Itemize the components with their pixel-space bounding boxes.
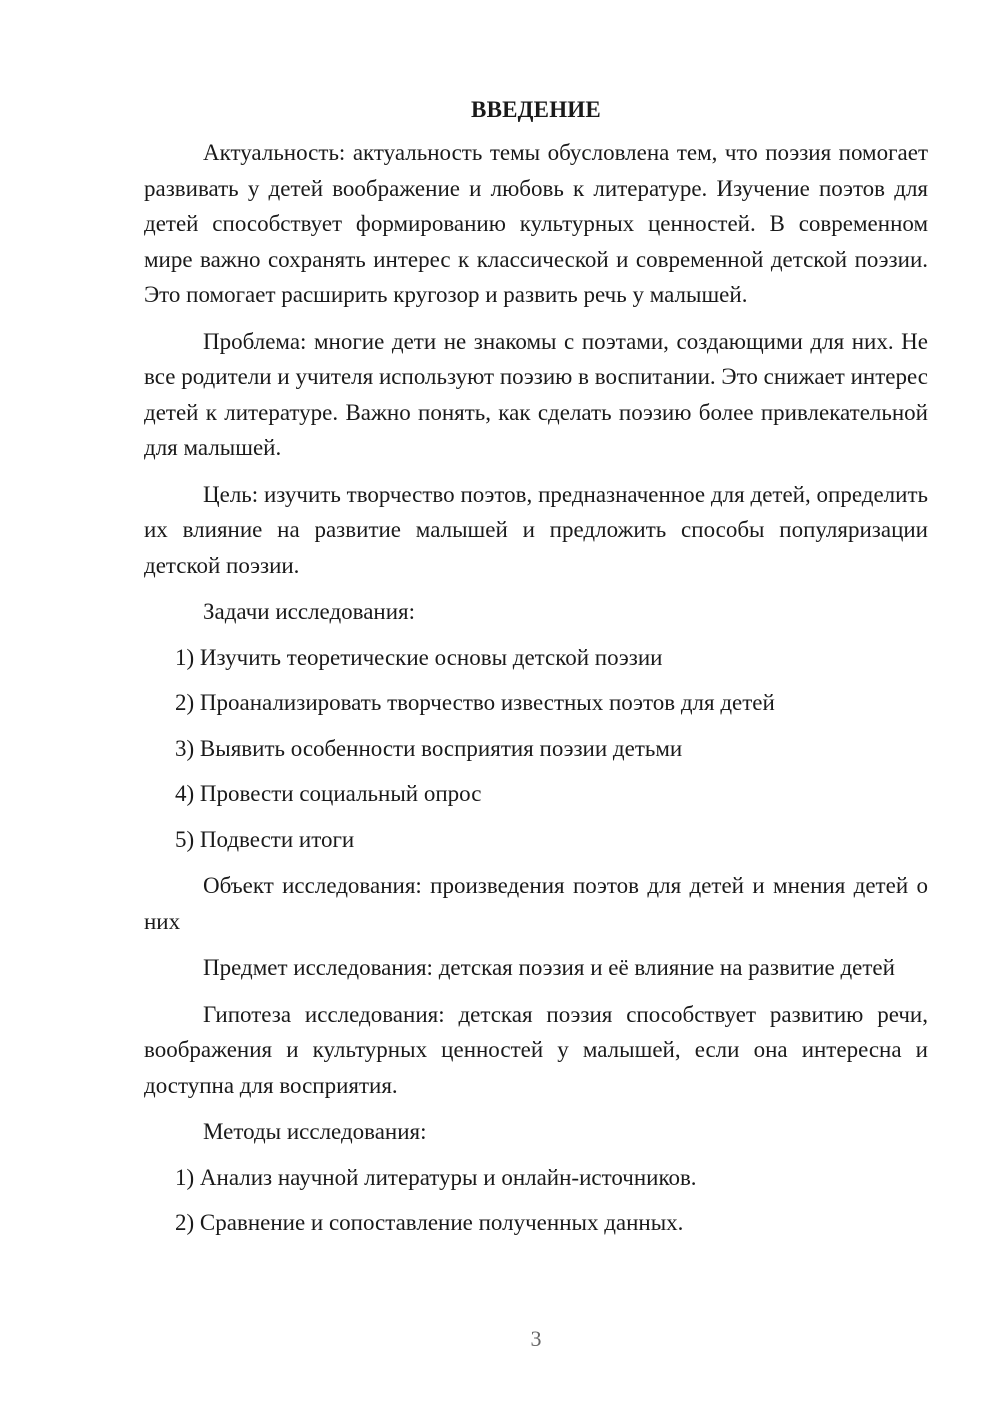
relevance-paragraph: Актуальность: актуальность темы обусловлена тем, что поэзия помогает развивать у детей воображение и любовь к литературе. Изучение поэтов для детей способствует формированию культурных ценностей. В современном мире важно сохранять интерес к классической и современной детской поэзии. Это помогает расширить кругозор и развить речь у малышей. [144, 140, 928, 307]
list-item: 3) Выявить особенности восприятия поэзии детьми [175, 735, 683, 761]
object-paragraph: Объект исследования: произведения поэтов для детей и мнения детей о них [144, 873, 928, 934]
list-item: 5) Подвести итоги [175, 826, 355, 852]
section-heading: ВВЕДЕНИЕ [471, 97, 601, 122]
methods-label: Методы исследования: [203, 1119, 427, 1144]
hypothesis-paragraph: Гипотеза исследования: детская поэзия способствует развитию речи, воображения и культурных ценностей у малышей, если она интересна и доступна для восприятия. [144, 1001, 928, 1098]
document-page [144, 92, 928, 1241]
list-item: 1) Изучить теоретические основы детской поэзии [175, 644, 663, 670]
tasks-list [144, 640, 928, 858]
list-item: 2) Проанализировать творчество известных поэтов для детей [175, 690, 775, 715]
goal-paragraph: Цель: изучить творчество поэтов, предназначенное для детей, определить их влияние на развитие малышей и предложить способы популяризации детской поэзии. [144, 481, 928, 578]
page-number: 3 [530, 1326, 542, 1351]
subject-paragraph: Предмет исследования: детская поэзия и её влияние на развитие детей [203, 955, 895, 980]
list-item: 2) Сравнение и сопоставление полученных данных. [175, 1210, 684, 1235]
list-item: 1) Анализ научной литературы и онлайн-источников. [175, 1164, 697, 1190]
problem-paragraph: Проблема: многие дети не знакомы с поэтами, создающими для них. Не все родители и учителя используют поэзию в воспитании. Это снижает интерес детей к литературе. Важно понять, как сделать поэзию более привлекательной для малышей. [144, 328, 928, 460]
methods-list [144, 1160, 928, 1241]
tasks-label: Задачи исследования: [203, 599, 416, 624]
list-item: 4) Провести социальный опрос [175, 781, 482, 806]
